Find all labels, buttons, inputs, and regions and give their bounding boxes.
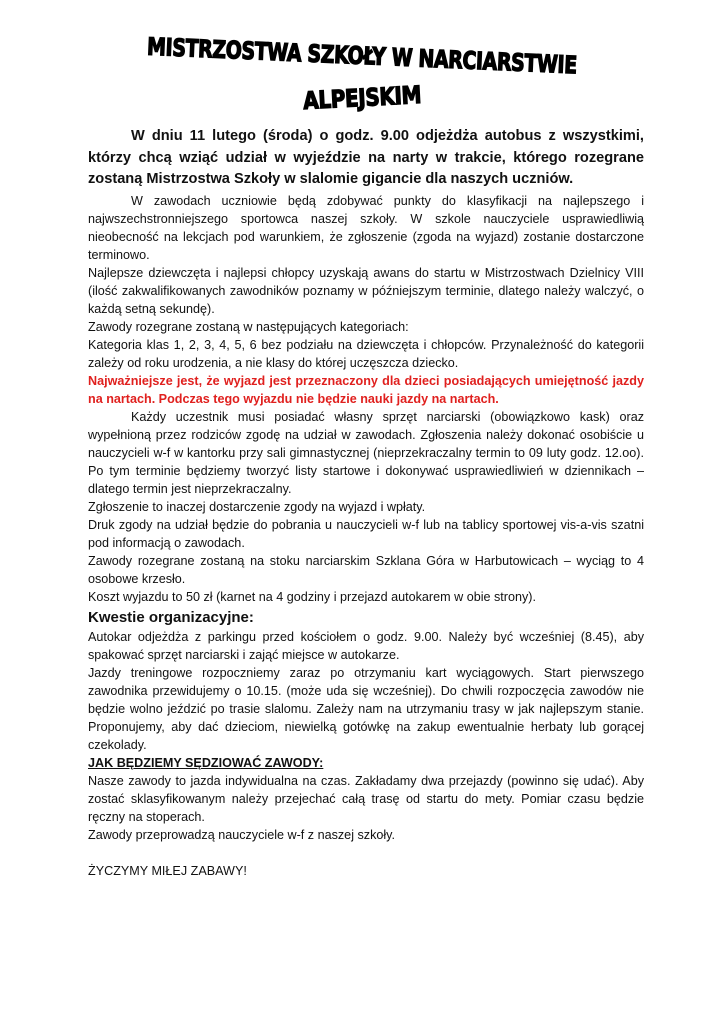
- paragraph-equipment: Każdy uczestnik musi posiadać własny sprzęt narciarski (obowiązkowo kask) oraz wypełnioną przez rodziców zgodę na udział w zawodach. Zgłoszenia należy dokonać osobiście u nauczycieli w-f w kantorku przy sali gimnastycznej (nieprzekraczalny termin to 09 luty godz. 12.oo). Po tym terminie będziemy tworzyć listy startowe i dokonywać usprawiedliwień w dziennikach – dlatego termin jest nieprzekraczalny.: [88, 409, 644, 496]
- document-body: [88, 126, 644, 880]
- warning-paragraph: Najważniejsze jest, że wyjazd jest przeznaczony dla dzieci posiadających umiejętność jazdy na nartach. Podczas tego wyjazdu nie będzie nauki jazdy na nartach.: [88, 373, 644, 406]
- paragraph-registration: Zgłoszenie to inaczej dostarczenie zgody na wyjazd i wpłaty.: [88, 499, 426, 514]
- organizational-heading: Kwestie organizacyjne:: [88, 608, 254, 626]
- paragraph-judges: Zawody przeprowadzą nauczyciele w-f z naszej szkoły.: [88, 827, 396, 842]
- judging-heading: JAK BĘDZIEMY SĘDZIOWAĆ ZAWODY:: [88, 755, 324, 770]
- title-line-1: MISTRZOSTWA SZKOŁY W NARCIARSTWIE: [146, 32, 691, 85]
- paragraph-categories-intro: Zawody rozegrane zostaną w następujących kategoriach:: [88, 319, 409, 334]
- paragraph-training: Jazdy treningowe rozpoczniemy zaraz po otrzymaniu kart wyciągowych. Start pierwszego zawodnika przewidujemy o 10.15. (może uda się wcześniej). Do chwili rozpoczęcia zawodów nie będzie wolno jeździć po trasie slalomu. Zależy nam na utrzymaniu trasy w jak najlepszym stanie. Proponujemy, aby dać dzieciom, niewielką gotówkę na zakup ewentualnie herbaty lub gorącej czekolady.: [88, 665, 644, 752]
- paragraph-points: W zawodach uczniowie będą zdobywać punkty do klasyfikacji na najlepszego i najwszechstronniejszego sportowca naszej szkoły. W szkole nauczyciele usprawiedliwią nieobecność na lekcjach pod warunkiem, że zgłoszenie (zgoda na wyjazd) zostanie dostarczone terminowo.: [88, 193, 644, 262]
- intro-paragraph: W dniu 11 lutego (środa) o godz. 9.00 odjeżdża autobus z wszystkimi, którzy chcą wziąć udział w wyjeździe na narty w trakcie, którego rozegrane zostaną Mistrzostwa Szkoły w slalomie gigancie dla naszych uczniów.: [88, 128, 644, 187]
- paragraph-cost: Koszt wyjazdu to 50 zł (karnet na 4 godziny i przejazd autokarem w obie strony).: [88, 589, 536, 604]
- paragraph-location: Zawody rozegrane zostaną na stoku narciarskim Szklana Góra w Harbutowicach – wyciąg to 4 osobowe krzesło.: [88, 553, 644, 586]
- paragraph-categories: Kategoria klas 1, 2, 3, 4, 5, 6 bez podziału na dziewczęta i chłopców. Przynależność do kategorii zależy od roku urodzenia, a nie klasy do której uczęszcza dziecko.: [88, 337, 644, 370]
- paragraph-advancement: Najlepsze dziewczęta i najlepsi chłopcy uzyskają awans do startu w Mistrzostwach Dzielnicy VIII (ilość zakwalifikowanych zawodników poznamy w późniejszym terminie, dlatego należy walczyć, o każdą setną sekundę).: [88, 265, 644, 316]
- paragraph-consent-form: Druk zgody na udział będzie do pobrania u nauczycieli w-f lub na tablicy sportowej vis-a-vis szatni pod informacją o zawodach.: [88, 517, 644, 550]
- closing-line: ŻYCZYMY MIŁEJ ZABAWY!: [88, 863, 247, 878]
- title-wordart: [0, 30, 725, 120]
- paragraph-bus: Autokar odjeżdża z parkingu przed kościołem o godz. 9.00. Należy być wcześniej (8.45), aby spakować sprzęt narciarski i zająć miejsce w autokarze.: [88, 629, 644, 662]
- title-line-2: ALPEJSKIM: [302, 79, 445, 116]
- paragraph-timing: Nasze zawody to jazda indywidualna na czas. Zakładamy dwa przejazdy (powinno się udać). Aby zostać sklasyfikowanym należy przejechać całą trasę od startu do mety. Pomiar czasu będzie ręczny na stoperach.: [88, 773, 644, 824]
